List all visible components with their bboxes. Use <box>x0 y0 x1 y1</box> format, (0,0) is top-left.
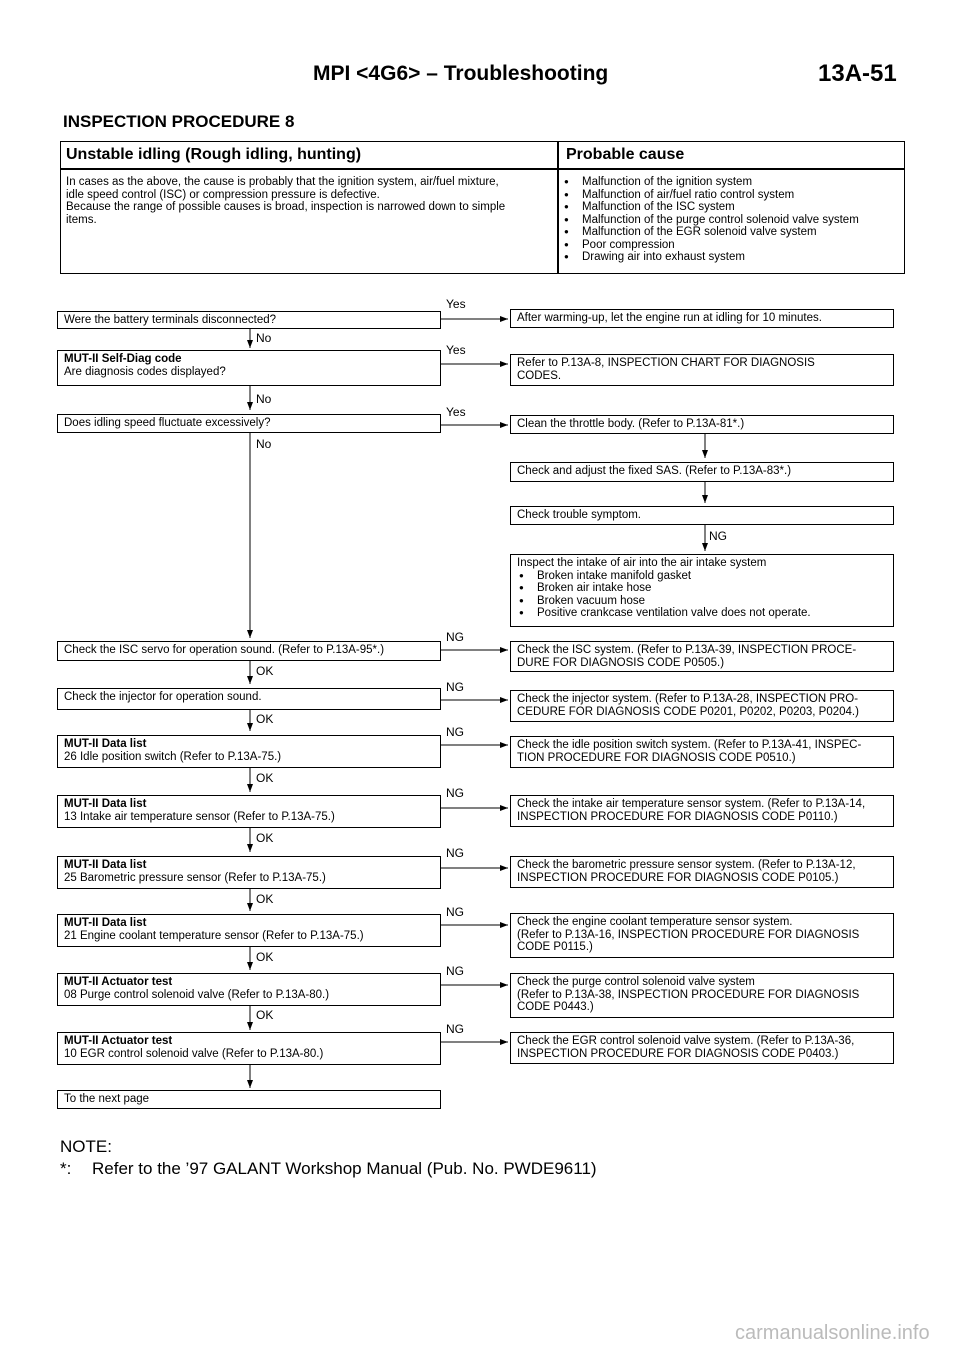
self-diag-title: MUT-II Self-Diag code <box>64 353 182 365</box>
ng-label: NG <box>446 630 464 644</box>
coolant-temp-box: Check the engine coolant temperature sensor system. (Refer to P.13A-16, INSPECTION PROCEDURE FOR DIAGNOSIS CODE P0115.) <box>510 913 894 958</box>
next-page-box: To the next page <box>57 1090 441 1109</box>
isc-servo-box: Check the ISC servo for operation sound. (Refer to P.13A-95*.) <box>57 641 441 661</box>
self-diag-box <box>57 350 441 386</box>
symptom-description: In cases as the above, the cause is probably that the ignition system, air/fuel mixture, idle speed control (ISC) or compression pressure is defective. Because the range of possible causes is broad, inspection is narrowed down to simple items. <box>66 176 506 226</box>
self-diag-question: Are diagnosis codes displayed? <box>64 365 226 378</box>
cause-item: ● Malfunction of the purge control solenoid valve system <box>562 214 902 227</box>
ng-label: NG <box>446 680 464 694</box>
yes-label: Yes <box>446 297 466 311</box>
ng-label: NG <box>446 964 464 978</box>
barometric-sensor-box: Check the barometric pressure sensor system. (Refer to P.13A-12, INSPECTION PROCEDURE FOR DIAGNOSIS CODE P0105.) <box>510 856 894 888</box>
cause-item: ● Poor compression <box>562 239 902 252</box>
no-label: No <box>256 392 272 406</box>
ok-label: OK <box>256 771 274 785</box>
ok-label: OK <box>256 892 274 906</box>
intake-air-temp-box: Check the intake air temperature sensor system. (Refer to P.13A-14, INSPECTION PROCEDURE FOR DIAGNOSIS CODE P0110.) <box>510 795 894 827</box>
procedure-title: INSPECTION PROCEDURE 8 <box>63 112 295 131</box>
battery-question-box: Were the battery terminals disconnected? <box>57 311 441 329</box>
probable-cause-title: Probable cause <box>566 146 685 163</box>
note-text: Refer to the ’97 GALANT Workshop Manual (Pub. No. PWDE9611) <box>92 1159 597 1178</box>
injector-system-box: Check the injector system. (Refer to P.13A-28, INSPECTION PRO- CEDURE FOR DIAGNOSIS CODE P0201, P0202, P0203, P0204.) <box>510 690 894 722</box>
inspection-chart-box: Refer to P.13A-8, INSPECTION CHART FOR DIAGNOSIS CODES. <box>510 354 894 386</box>
data-list-13-box: MUT-II Data list 13 Intake air temperature sensor (Refer to P.13A-75.) <box>57 795 441 828</box>
cause-item: ● Drawing air into exhaust system <box>562 251 902 264</box>
actuator-test-10-box: MUT-II Actuator test 10 EGR control solenoid valve (Refer to P.13A-80.) <box>57 1032 441 1065</box>
idle-switch-system-box: Check the idle position switch system. (Refer to P.13A-41, INSPEC- TION PROCEDURE FOR DIAGNOSIS CODE P0510.) <box>510 736 894 768</box>
idle-fluctuate-box: Does idling speed fluctuate excessively? <box>57 414 441 433</box>
symptom-title: Unstable idling (Rough idling, hunting) <box>66 146 362 163</box>
fixed-sas-box: Check and adjust the fixed SAS. (Refer to P.13A-83*.) <box>510 462 894 482</box>
cause-item: ● Malfunction of the ignition system <box>562 176 902 189</box>
throttle-body-box: Clean the throttle body. (Refer to P.13A-81*.) <box>510 415 894 434</box>
note-mark: *: <box>60 1159 72 1178</box>
ng-label: NG <box>446 725 464 739</box>
air-intake-item: ● Broken intake manifold gasket <box>517 570 887 583</box>
no-label: No <box>256 437 272 451</box>
ng-label: NG <box>446 905 464 919</box>
ok-label: OK <box>256 664 274 678</box>
data-list-25-box: MUT-II Data list 25 Barometric pressure sensor (Refer to P.13A-75.) <box>57 856 441 889</box>
ok-label: OK <box>256 712 274 726</box>
page-number: 13A-51 <box>818 60 897 87</box>
yes-label: Yes <box>446 343 466 357</box>
data-list-26-box: MUT-II Data list 26 Idle position switch (Refer to P.13A-75.) <box>57 735 441 768</box>
air-intake-item: ● Positive crankcase ventilation valve does not operate. <box>517 607 887 620</box>
no-label: No <box>256 331 272 345</box>
watermark: carmanualsonline.info <box>735 1322 930 1344</box>
ng-label: NG <box>446 1022 464 1036</box>
warm-up-box: After warming-up, let the engine run at idling for 10 minutes. <box>510 309 894 328</box>
air-intake-list <box>517 570 887 620</box>
cause-item: ● Malfunction of air/fuel ratio control system <box>562 189 902 202</box>
ng-label: NG <box>709 529 727 543</box>
ng-label: NG <box>446 786 464 800</box>
air-intake-title: Inspect the intake of air into the air intake system <box>517 557 767 569</box>
ok-label: OK <box>256 831 274 845</box>
ng-label: NG <box>446 846 464 860</box>
yes-label: Yes <box>446 405 466 419</box>
egr-valve-box: Check the EGR control solenoid valve system. (Refer to P.13A-36, INSPECTION PROCEDURE FOR DIAGNOSIS CODE P0403.) <box>510 1032 894 1064</box>
data-list-21-box: MUT-II Data list 21 Engine coolant temperature sensor (Refer to P.13A-75.) <box>57 914 441 947</box>
isc-system-box: Check the ISC system. (Refer to P.13A-39, INSPECTION PROCE- DURE FOR DIAGNOSIS CODE P0505.) <box>510 641 894 672</box>
cause-item: ● Malfunction of the ISC system <box>562 201 902 214</box>
note-title: NOTE: <box>60 1137 112 1156</box>
trouble-symptom-box: Check trouble symptom. <box>510 506 894 525</box>
air-intake-box <box>510 554 894 627</box>
ok-label: OK <box>256 950 274 964</box>
page-header-title: MPI <4G6> – Troubleshooting <box>313 62 609 85</box>
ok-label: OK <box>256 1008 274 1022</box>
air-intake-item: ● Broken air intake hose <box>517 582 887 595</box>
cause-item: ● Malfunction of the EGR solenoid valve system <box>562 226 902 239</box>
air-intake-item: ● Broken vacuum hose <box>517 595 887 608</box>
actuator-test-08-box: MUT-II Actuator test 08 Purge control solenoid valve (Refer to P.13A-80.) <box>57 973 441 1006</box>
injector-sound-box: Check the injector for operation sound. <box>57 688 441 710</box>
purge-valve-box: Check the purge control solenoid valve system (Refer to P.13A-38, INSPECTION PROCEDURE FOR DIAGNOSIS CODE P0443.) <box>510 973 894 1018</box>
